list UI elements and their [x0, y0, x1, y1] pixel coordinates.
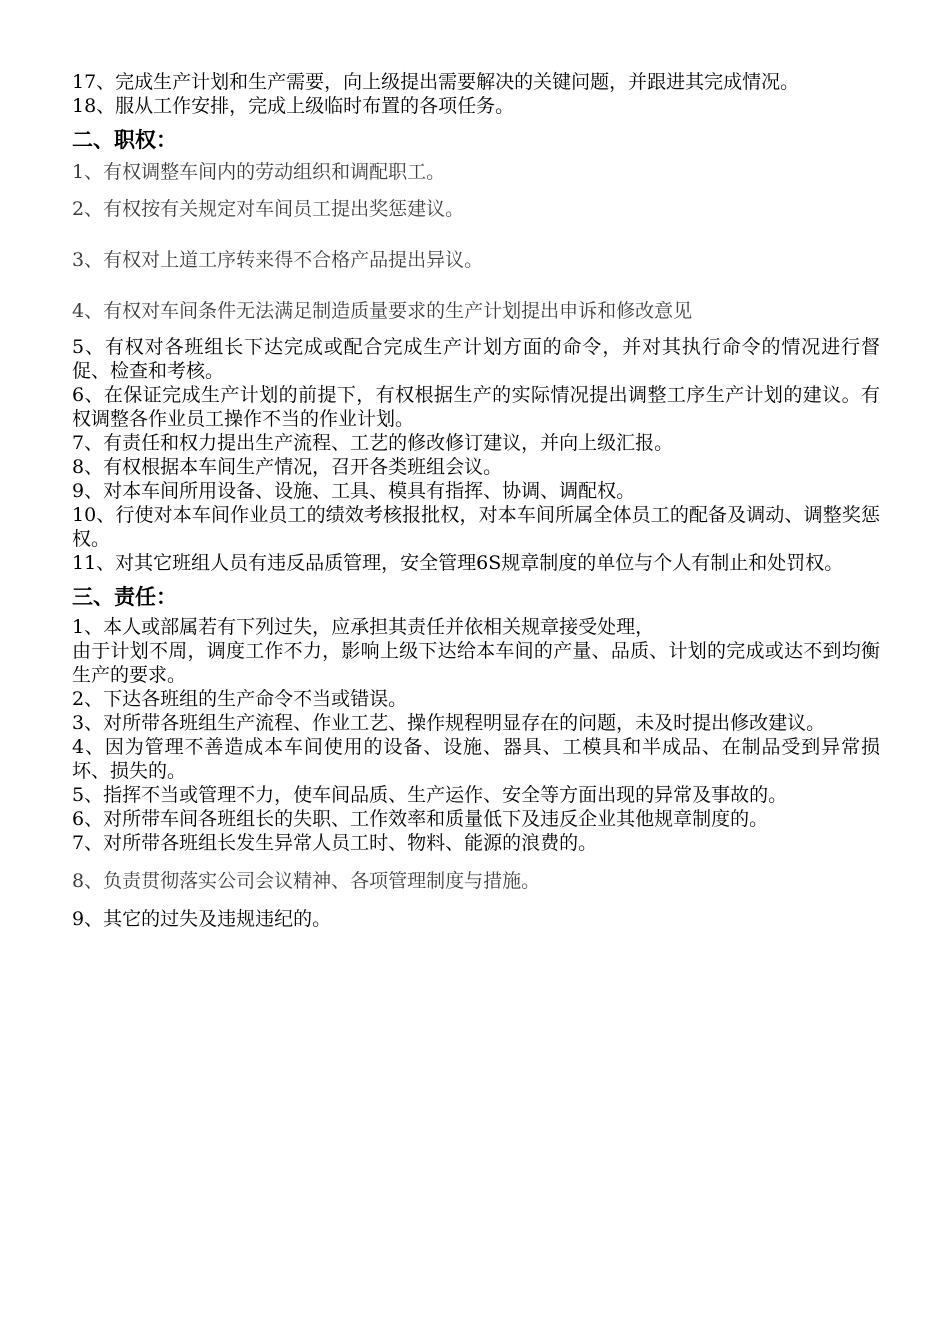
power-item-8: 8、有权根据本车间生产情况，召开各类班组会议。: [72, 456, 503, 478]
duty-item-17: 17、完成生产计划和生产需要，向上级提出需要解决的关键问题，并跟进其完成情况。: [72, 71, 800, 93]
duty-item-18: 18、服从工作安排，完成上级临时布置的各项任务。: [72, 95, 515, 117]
resp-item-7: 7、对所带各班组长发生异常人员工时、物料、能源的浪费的。: [72, 832, 598, 854]
power-item-3: 3、有权对上道工序转来得不合格产品提出异议。: [72, 249, 484, 271]
resp-item-5: 5、指挥不当或管理不力，使车间品质、生产运作、安全等方面出现的异常及事故的。: [72, 784, 788, 806]
resp-item-9: 9、其它的过失及违规违纪的。: [72, 908, 332, 930]
resp-item-8: 8、负责贯彻落实公司会议精神、各项管理制度与措施。: [72, 870, 541, 892]
power-item-2: 2、有权按有关规定对车间员工提出奖惩建议。: [72, 198, 465, 220]
power-item-9: 9、对本车间所用设备、设施、工具、模具有指挥、协调、调配权。: [72, 480, 636, 502]
section-heading-duties: 三、责任：: [72, 585, 177, 609]
resp-item-1-detail: 由于计划不周，调度工作不力，影响上级下达给本车间的产量、品质、计划的完成或达不到均衡生产的要求。: [72, 640, 880, 686]
section-heading-powers: 二、职权：: [72, 128, 177, 152]
resp-item-2: 2、下达各班组的生产命令不当或错误。: [72, 688, 408, 710]
document-page: [72, 70, 880, 931]
resp-item-6: 6、对所带车间各班组长的失职、工作效率和质量低下及违反企业其他规章制度的。: [72, 808, 769, 830]
resp-item-1: 1、本人或部属若有下列过失，应承担其责任并依相关规章接受处理，: [72, 616, 655, 638]
resp-item-4: 4、因为管理不善造成本车间使用的设备、设施、器具、工模具和半成品、在制品受到异常损坏、损失的。: [72, 736, 880, 782]
resp-item-3: 3、对所带各班组生产流程、作业工艺、操作规程明显存在的问题，未及时提出修改建议。: [72, 712, 826, 734]
power-item-11: 11、对其它班组人员有违反品质管理，安全管理6S规章制度的单位与个人有制止和处罚权。: [72, 552, 844, 574]
power-item-5: 5、有权对各班组长下达完成或配合完成生产计划方面的命令，并对其执行命令的情况进行督促、检查和考核。: [72, 336, 880, 382]
power-item-4: 4、有权对车间条件无法满足制造质量要求的生产计划提出申诉和修改意见: [72, 300, 693, 322]
power-item-1: 1、有权调整车间内的劳动组织和调配职工。: [72, 161, 446, 183]
power-item-7: 7、有责任和权力提出生产流程、工艺的修改修订建议，并向上级汇报。: [72, 432, 674, 454]
power-item-10: 10、行使对本车间作业员工的绩效考核报批权，对本车间所属全体员工的配备及调动、调整奖惩权。: [72, 504, 880, 550]
power-item-6: 6、在保证完成生产计划的前提下，有权根据生产的实际情况提出调整工序生产计划的建议。有权调整各作业员工操作不当的作业计划。: [72, 384, 880, 430]
